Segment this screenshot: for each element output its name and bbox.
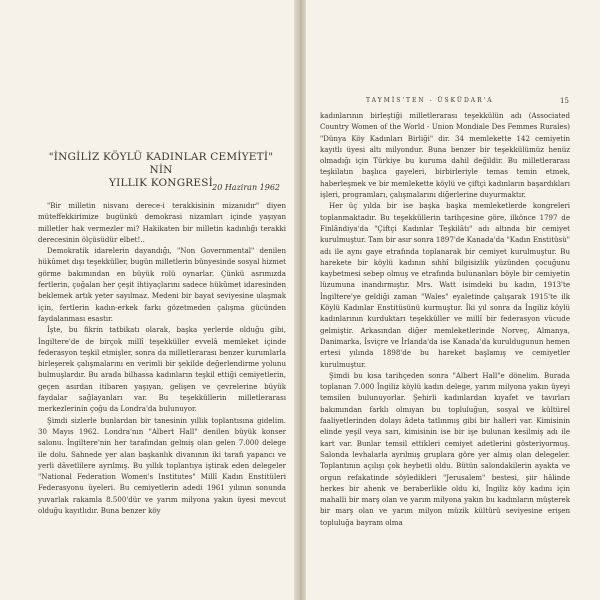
paragraph: Şimdi sizlerle bunlardan bir tanesinin yıllık toplantısına gidelim. 30 Mayıs 1962. Londra'nın "Albert Hall" denilen büyük konser salonu. İngiltere'nin her tarafından gelmiş olan gelen 7.000 delege ile dolu. Sahnede yer alan başkanlık divanının iki tarafı yapancı ve yerli dâvetlilere ayrılmış. Bu yıllık toplantıya iştirak eden delegeler "National Federation Women's Institutes" Millî Kadın Enstitüleri Federasyonu üyeleri. Bu cemiyetlerin adedi 1961 yılının sonunda yuvarlak rakamla 8.500'dür ve yarım milyona yakın üyesi mevcut olduğu kayıtlıdır. Buna benzer köy xyxy=(38,415,286,516)
paragraph: "Bir milletin nisvanı derece-i terakkisinin mizanıdır" diyen müteffekkirimize bugünkü demokrasi nizamları içinde yaşıyan milletler hak vermezler mi? Hakikaten bir milletin kadınlığı terakki derecesinin ölçüsüdür elbet!.. xyxy=(38,201,286,244)
right-body-text xyxy=(320,110,570,528)
page-number: 15 xyxy=(560,97,569,105)
paragraph: Demokratik idarelerin dayandığı, "Non Governmental" denilen hükûmet dışı teşekküller, bugün milletlerin bünyesinde sosyal hizmet görme bakımından en büyük rolü oynarlar. Çünkü asrımızda fertlerin, çoğalan her çeşit ihtiyaçlarını sadece hükûmet idaresinden beklemek artık yeter sayılmaz. Medeni bir bayat seviyesine ulaşmak için, fertlerin kadın-erkek farkı gözetmeden çalışma gücünden faydalanması esastır. xyxy=(38,246,286,323)
book-gutter xyxy=(294,0,306,600)
right-page xyxy=(306,0,600,600)
heading-line-1: "İNGİLİZ KÖYLÜ KADINLAR CEMİYETİ" NİN xyxy=(48,151,274,176)
heading-line-2: YILLIK KONGRESİ xyxy=(108,177,213,189)
paragraph: İşte, bu fikrin tatbikatı olarak, başka yerlerde olduğu gibi, İngiltere'de de birçok millî teşekküller evvelâ memleket içinde federasyon teşkil etmişler, sonra da milletlerarası benzer kurumlarla birleşerek çalışmalarını en verimli bir şekilde değerlendirme yolunu bulmuşlardır. Bu arada bilhassa kadınların teşkil ettiği cemiyetlerin, geçen asırdan itibaren yaşıyan, gelişen ve çevrelerine büyük faydalar sağlayanları var. Bu teşekküllerin milletlerarası merkezlerinin çoğu da Londra'da bulunuyor. xyxy=(38,325,286,414)
running-head: TAYMİS'TEN - ÜSKÜDAR'A xyxy=(366,97,494,104)
left-page xyxy=(0,0,294,600)
left-body-text xyxy=(38,200,286,516)
paragraph: Her üç yılda bir ise başka başka memleketlerde kongreleri toplanmaktadır. Bu teşekküllerin tarihçesine göre, ilkönce 1797 de Finlândiya'da "Çiftçi Kadınlar Teşkilâtı" adı altında bir cemiyet kurulmuştur. Tam bir asır sonra 1897'de Kanada'da "Kadın Enstitüsü" adı ile aynı gaye etrafında toplanarak bir cemiyet kurulmuştur. Bu harekete bir köylü kadının sıhhî bilgisizlik yüzünden çocuğunu kaybetmesi sebep olmuş ve etrafında bulunanları böyle bir cemiyetin lüzumuna inandırmıştır. Mrs. Watt isimdeki bu kadın, 1913'te İngiltere'ye geldiği zaman "Wales" eyaletinde çalışarak 1915'te ilk Köylü Kadınlar Enstitüsünü kurmuştur. İki yıl sonra da İngiliz köylü kadınlarının kurduktarı teşekküller ve millî bir federasyon vücude gelmiştir. Arkasından diğer memleketlerinde Norveç, Almanya, Danimarka, İsviçre ve İrlanda'da ise Kanada'da kuruldugunun hemen ertesi yılında 1898'de bu hareket başlamış ve cemiyetler kurulmuştur. xyxy=(320,201,570,369)
article-date: 20 Haziran 1962 xyxy=(212,183,280,192)
paragraph: kadınlarının birleştiği milletlerarası teşekkülün adı (Associated Country Women of the World - Union Mondiale Des Femmes Rurales) "Dünya Köy Kadınları Birliği" dir. 34 memlekette 142 cemiyetin kayıtlı üyesi altı milyondur. Buna benzer bir teşekkülümüz henüz olmadığı için Türkiye bu kuruma dahil değildir. Bu milletlerarası teşkilatın başlıca gayeleri, birbirleriyle temas temin etmek, haberleşmek ve bir memlekette köylü ve çiftçi kadınların başardıkları işleri, programları, çalışmalarını diğerlerine duyurmaktır. xyxy=(320,111,570,200)
paragraph: Şimdi bu kısa tarihçeden sonra "Albert Hall"e dönelim. Burada toplanan 7.000 İngiliz köylü kadın delege, yarım milyona yakın üyeyi temsilen bulunuyorlar. Şehirli kadınlardan kıyafet ve tavırları bakımından farklı olmıyan bu topluluğun, sosyal ve kültürel faaliyetlerinden dolayı âdeta tatlınmış gibi bir halleri var. Kimisinin elinde yeşil veya sarı, kimisinin ise bir işe bulunan kesilmiş adı ile kart var. Bunlar temsil ettikleri cemiyet adetlerini gösteriyormuş. Salonda levhalarla ayrılmış gruplara göre yer almış olan delegeler. Toplantının açılışı çok heybetli oldu. Bütün salondakilerin ayakta ve orgun refakatinde söyledikleri "Jerusalem" bestesi, şiir hâlinde herkes bir ahenk ve beraberlikle oldu ki, İngiliz köy kadını için mahalli bir marş olan ve yarım milyona yakın bu kadınların müşterek bir marş olan ve yarım milyon müzik kültürü seviyesine erişen topluluğa bayram olma xyxy=(320,370,570,527)
